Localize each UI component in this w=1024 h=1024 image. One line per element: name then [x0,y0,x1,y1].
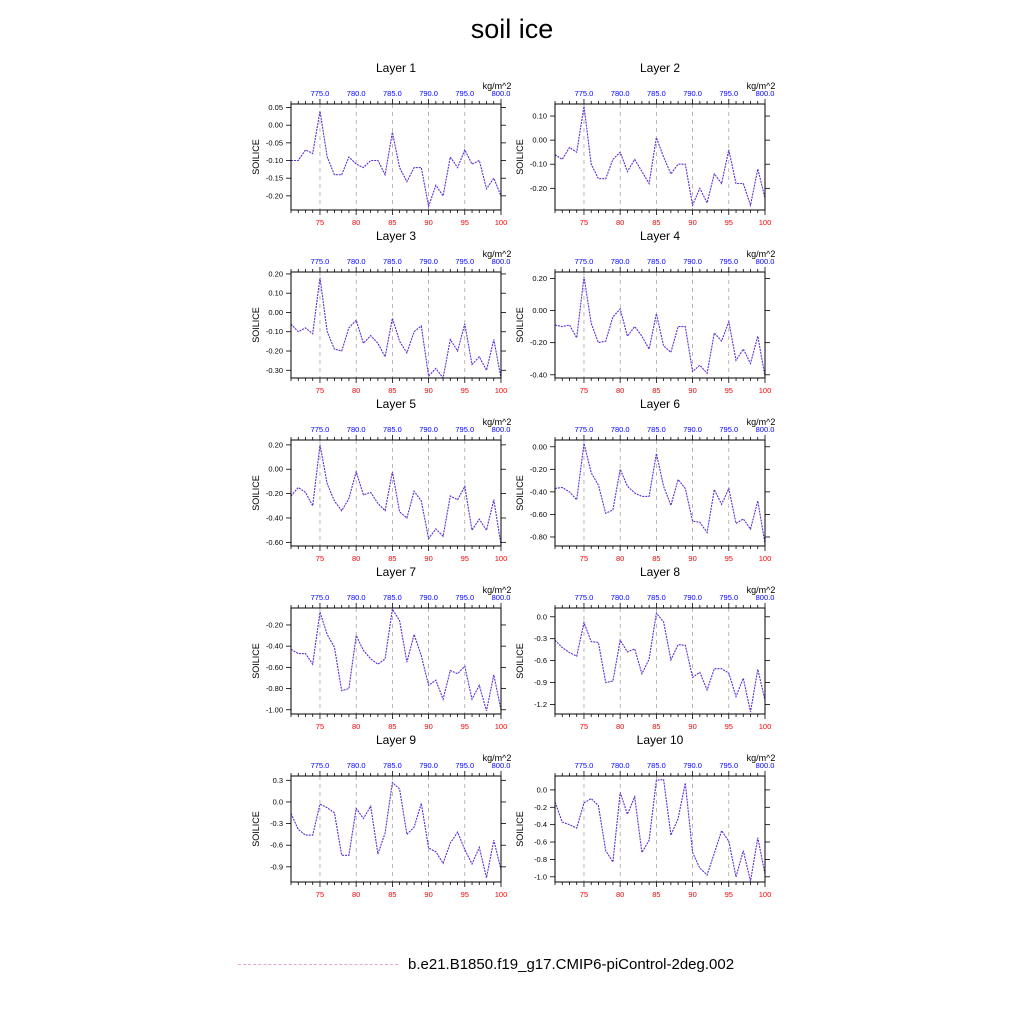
x-tick-label: 75 [579,890,589,899]
plot-frame [555,272,765,378]
x-tick-label: 80 [616,890,625,899]
x-tick-label: 80 [352,890,361,899]
y-tick-label: -0.60 [265,537,283,547]
y-tick-label: -0.60 [529,509,547,519]
top-axis-unit: kg/m^2 [746,753,776,763]
x-tick-label: 90 [688,890,697,899]
x-tick-label: 90 [424,554,433,563]
y-tick-label: -0.60 [265,662,283,672]
top-tick-label: 780.0 [610,593,630,602]
x-tick-label: 85 [388,722,397,731]
figure-title: soil ice [470,14,554,44]
series-line [555,277,765,377]
top-axis-unit: kg/m^2 [482,249,512,259]
y-axis-label: SOILICE [515,643,525,679]
y-tick-label: 0.00 [268,307,283,317]
top-tick-label: 775.0 [574,593,594,602]
x-tick-label: 80 [616,218,625,227]
top-tick-label: 780.0 [346,89,366,98]
y-tick-label: 0.0 [536,612,547,622]
top-tick-label: 780.0 [610,425,630,434]
panel-layer-9 [251,733,511,899]
plot-frame [291,272,501,378]
y-tick-label: -0.20 [265,620,283,630]
top-tick-label: 785.0 [382,425,402,434]
x-tick-label: 75 [315,722,325,731]
y-tick-label: -1.0 [534,872,547,882]
top-tick-label: 780.0 [346,593,366,602]
x-tick-label: 80 [352,218,361,227]
panel-title: Layer 7 [375,565,417,579]
panel-layer-4 [515,229,775,395]
top-tick-label: 780.0 [610,89,630,98]
y-tick-label: -1.2 [534,699,547,709]
panel-layer-6 [515,397,775,563]
y-tick-label: -0.10 [529,159,547,169]
y-tick-label: -0.6 [270,840,283,850]
series-line [555,443,765,543]
top-axis-unit: kg/m^2 [746,585,776,595]
top-tick-label: 780.0 [346,761,366,770]
x-tick-label: 90 [424,218,433,227]
y-tick-label: 0.00 [268,464,283,474]
x-tick-label: 95 [460,722,469,731]
y-tick-label: -0.2 [534,802,547,812]
y-tick-label: -0.30 [265,365,283,375]
x-tick-label: 85 [652,218,661,227]
x-tick-label: 75 [579,386,589,395]
series-line [291,278,501,378]
panel-layer-5 [251,397,511,563]
x-tick-label: 85 [388,386,397,395]
x-tick-label: 85 [388,218,397,227]
x-tick-label: 85 [652,890,661,899]
y-tick-label: -0.9 [534,678,547,688]
top-axis-unit: kg/m^2 [746,417,776,427]
panel-layer-3 [251,229,511,395]
top-tick-label: 795.0 [719,257,739,266]
y-tick-label: -0.40 [529,487,547,497]
plot-frame [291,776,501,882]
x-tick-label: 100 [494,890,508,899]
series-line [555,780,765,882]
x-tick-label: 90 [688,218,697,227]
series-line [291,445,501,545]
y-tick-label: -0.8 [534,854,547,864]
top-tick-label: 800.0 [491,761,511,770]
x-tick-label: 75 [315,890,325,899]
top-tick-label: 785.0 [646,761,666,770]
series-line [555,106,765,205]
y-tick-label: -0.9 [270,862,283,872]
y-tick-label: -0.3 [270,819,283,829]
x-tick-label: 75 [579,218,589,227]
panel-layer-8 [515,565,775,731]
top-tick-label: 790.0 [419,89,438,98]
top-axis-unit: kg/m^2 [746,81,776,91]
top-tick-label: 785.0 [646,425,666,434]
y-tick-label: -0.40 [265,641,283,651]
plot-frame [291,608,501,714]
top-tick-label: 775.0 [310,89,330,98]
top-tick-label: 775.0 [310,593,330,602]
top-tick-label: 785.0 [382,89,402,98]
x-tick-label: 95 [724,386,733,395]
y-tick-label: 0.10 [532,111,547,121]
y-tick-label: 0.00 [532,442,547,452]
x-tick-label: 95 [460,386,469,395]
top-tick-label: 790.0 [419,593,438,602]
x-tick-label: 80 [616,722,625,731]
x-tick-label: 75 [315,554,325,563]
panel-title: Layer 6 [639,397,681,411]
top-tick-label: 780.0 [610,761,630,770]
top-tick-label: 775.0 [574,89,594,98]
top-tick-label: 800.0 [491,257,511,266]
series-line [555,613,765,712]
plot-frame [291,104,501,210]
top-tick-label: 790.0 [683,425,702,434]
top-tick-label: 790.0 [683,89,702,98]
panel-layer-10 [515,733,775,899]
top-tick-label: 785.0 [646,257,666,266]
top-axis-unit: kg/m^2 [482,417,512,427]
x-tick-label: 95 [724,218,733,227]
panel-layer-7 [251,565,511,731]
x-tick-label: 95 [724,890,733,899]
y-tick-label: 0.20 [268,269,283,279]
x-tick-label: 75 [579,722,589,731]
y-tick-label: -0.05 [265,138,283,148]
y-tick-label: -0.20 [529,183,547,193]
top-tick-label: 795.0 [455,761,475,770]
y-axis-label: SOILICE [515,475,525,511]
x-tick-label: 75 [579,554,589,563]
x-tick-label: 85 [652,386,661,395]
y-tick-label: 0.10 [268,288,283,298]
y-tick-label: -0.20 [265,489,283,499]
top-tick-label: 800.0 [491,89,511,98]
x-tick-label: 90 [424,386,433,395]
y-tick-label: -0.20 [265,191,283,201]
top-tick-label: 780.0 [346,257,366,266]
top-tick-label: 790.0 [683,593,702,602]
x-tick-label: 95 [460,554,469,563]
x-tick-label: 100 [758,218,772,227]
top-tick-label: 785.0 [382,593,402,602]
top-tick-label: 800.0 [491,593,511,602]
x-tick-label: 80 [352,722,361,731]
top-axis-unit: kg/m^2 [746,249,776,259]
top-tick-label: 795.0 [455,257,475,266]
x-tick-label: 80 [616,554,625,563]
top-tick-label: 790.0 [683,257,702,266]
top-tick-label: 785.0 [646,593,666,602]
x-tick-label: 90 [688,554,697,563]
x-tick-label: 95 [460,218,469,227]
top-axis-unit: kg/m^2 [482,753,512,763]
y-axis-label: SOILICE [515,811,525,847]
top-tick-label: 795.0 [455,89,475,98]
y-tick-label: 0.0 [272,797,283,807]
series-line [291,609,501,711]
panel-layer-2 [515,61,775,227]
top-tick-label: 780.0 [610,257,630,266]
top-axis-unit: kg/m^2 [482,585,512,595]
y-axis-label: SOILICE [251,811,261,847]
top-tick-label: 775.0 [310,425,330,434]
y-tick-label: 0.0 [536,785,547,795]
y-tick-label: 0.00 [532,306,547,316]
y-tick-label: 0.00 [532,135,547,145]
top-tick-label: 790.0 [419,425,438,434]
y-axis-label: SOILICE [251,643,261,679]
y-axis-label: SOILICE [251,475,261,511]
x-tick-label: 95 [724,554,733,563]
y-tick-label: 0.20 [268,440,283,450]
top-tick-label: 775.0 [574,425,594,434]
y-tick-label: 0.00 [268,120,283,130]
x-tick-label: 75 [315,386,325,395]
top-tick-label: 780.0 [346,425,366,434]
legend-line-swatch [238,964,398,965]
panel-title: Layer 8 [639,565,681,579]
y-tick-label: -0.6 [534,837,547,847]
top-tick-label: 790.0 [419,257,438,266]
y-axis-label: SOILICE [515,307,525,343]
plot-frame [555,104,765,210]
x-tick-label: 85 [652,554,661,563]
plot-frame [555,440,765,546]
panel-title: Layer 1 [375,61,417,75]
x-tick-label: 85 [388,554,397,563]
top-tick-label: 800.0 [491,425,511,434]
x-tick-label: 100 [758,386,772,395]
y-axis-label: SOILICE [515,139,525,175]
y-tick-label: -0.10 [265,327,283,337]
y-tick-label: -0.6 [534,656,547,666]
y-tick-label: -0.4 [534,820,547,830]
top-tick-label: 795.0 [719,425,739,434]
legend [238,952,734,976]
top-tick-label: 790.0 [419,761,438,770]
y-tick-label: 0.05 [268,103,283,113]
y-tick-label: -0.15 [265,173,283,183]
x-tick-label: 90 [688,722,697,731]
top-tick-label: 795.0 [455,593,475,602]
y-tick-label: -0.40 [265,513,283,523]
top-tick-label: 775.0 [574,257,594,266]
legend-label: b.e21.B1850.f19_g17.CMIP6-piControl-2deg.002 [408,955,735,973]
top-tick-label: 785.0 [646,89,666,98]
panel-title: Layer 2 [639,61,681,75]
top-tick-label: 775.0 [310,257,330,266]
x-tick-label: 95 [724,722,733,731]
y-tick-label: -0.3 [534,634,547,644]
top-tick-label: 785.0 [382,761,402,770]
top-tick-label: 785.0 [382,257,402,266]
y-tick-label: 0.20 [532,273,547,283]
x-tick-label: 85 [652,722,661,731]
top-axis-unit: kg/m^2 [482,81,512,91]
series-line [291,111,501,206]
x-tick-label: 100 [758,722,772,731]
panel-layer-1 [251,61,511,227]
x-tick-label: 75 [315,218,325,227]
y-tick-label: -0.10 [265,156,283,166]
x-tick-label: 90 [688,386,697,395]
y-tick-label: -0.20 [265,346,283,356]
y-tick-label: 0.3 [272,775,283,785]
top-tick-label: 775.0 [574,761,594,770]
x-tick-label: 100 [494,554,508,563]
y-tick-label: -1.00 [265,705,283,715]
top-tick-label: 795.0 [719,89,739,98]
panel-title: Layer 4 [639,229,681,243]
top-tick-label: 800.0 [755,425,775,434]
x-tick-label: 80 [616,386,625,395]
top-tick-label: 795.0 [455,425,475,434]
x-tick-label: 95 [460,890,469,899]
x-tick-label: 80 [352,554,361,563]
y-tick-label: -0.20 [529,464,547,474]
top-tick-label: 800.0 [755,89,775,98]
x-tick-label: 100 [758,890,772,899]
x-tick-label: 85 [388,890,397,899]
x-tick-label: 100 [758,554,772,563]
y-axis-label: SOILICE [251,307,261,343]
y-axis-label: SOILICE [251,139,261,175]
panel-title: Layer 5 [375,397,417,411]
top-tick-label: 790.0 [683,761,702,770]
x-tick-label: 100 [494,218,508,227]
top-tick-label: 795.0 [719,761,739,770]
panel-title: Layer 10 [636,733,684,747]
series-line [291,783,501,878]
plot-frame [555,608,765,714]
x-tick-label: 80 [352,386,361,395]
x-tick-label: 100 [494,386,508,395]
y-tick-label: -0.20 [529,338,547,348]
top-tick-label: 800.0 [755,761,775,770]
top-tick-label: 775.0 [310,761,330,770]
top-tick-label: 795.0 [719,593,739,602]
top-tick-label: 800.0 [755,257,775,266]
top-tick-label: 800.0 [755,593,775,602]
x-tick-label: 90 [424,722,433,731]
y-tick-label: -0.80 [529,532,547,542]
x-tick-label: 90 [424,890,433,899]
panel-title: Layer 9 [375,733,417,747]
x-tick-label: 100 [494,722,508,731]
y-tick-label: -0.40 [529,370,547,380]
panel-title: Layer 3 [375,229,417,243]
y-tick-label: -0.80 [265,684,283,694]
